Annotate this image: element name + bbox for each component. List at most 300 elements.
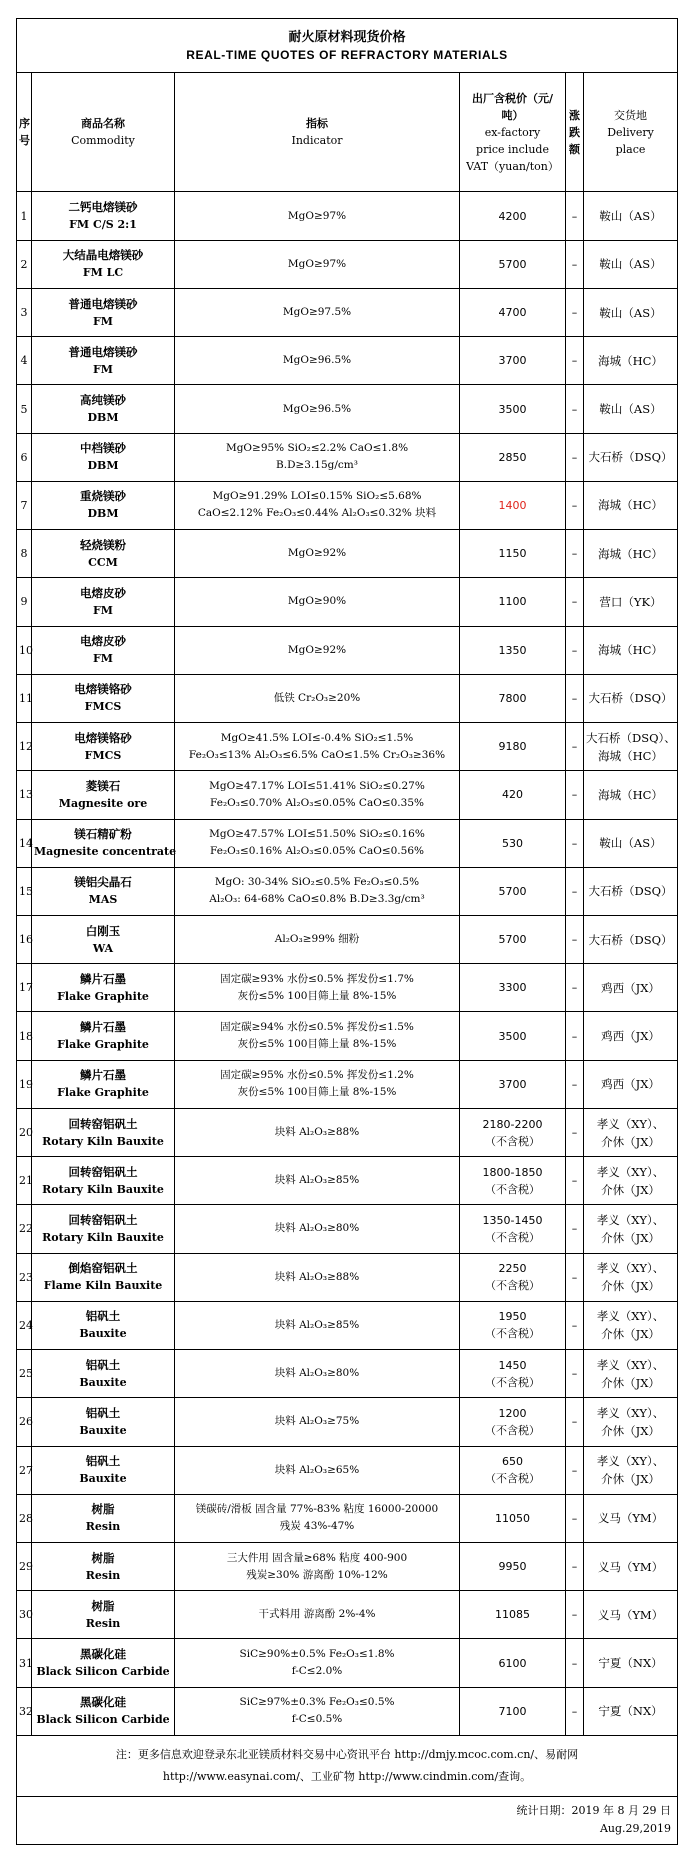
commodity-name-en: Flake Graphite	[57, 1086, 149, 1100]
row-number: 1	[17, 192, 32, 240]
row-number: 26	[17, 1398, 32, 1446]
delivery-place-line: 宁夏（NX）	[598, 1704, 663, 1719]
indicator-line: 块料 Al₂O₃≥65%	[274, 1463, 360, 1476]
delivery-place-line: 鸡西（JX）	[601, 1029, 660, 1044]
price-cell	[460, 1205, 566, 1253]
commodity-name-en: FMCS	[84, 748, 122, 762]
row-number: 27	[17, 1446, 32, 1494]
delivery-place-line: 海城（HC）	[598, 748, 663, 763]
change-cell: –	[566, 1157, 584, 1205]
price-line: 5700	[498, 884, 527, 898]
indicator-cell	[175, 771, 460, 819]
delivery-place-cell	[584, 1350, 678, 1398]
change-cell: –	[566, 481, 584, 529]
indicator-cell	[175, 915, 460, 963]
table-row	[17, 288, 678, 336]
row-number: 23	[17, 1253, 32, 1301]
price-cell	[460, 771, 566, 819]
row-number: 16	[17, 915, 32, 963]
delivery-place-cell	[584, 819, 678, 867]
table-row	[17, 385, 678, 433]
indicator-line: 三大件用 固含量≥68% 粘度 400-900	[226, 1551, 408, 1564]
change-cell: –	[566, 1253, 584, 1301]
delivery-place-line: 鞍山（AS）	[599, 836, 662, 851]
delivery-place-line: 宁夏（NX）	[598, 1656, 663, 1671]
price-cell	[460, 288, 566, 336]
commodity-name-en: Rotary Kiln Bauxite	[42, 1182, 164, 1196]
commodity-cell	[32, 1012, 175, 1060]
commodity-name-en: Black Silicon Carbide	[36, 1665, 170, 1679]
price-cell	[460, 481, 566, 529]
commodity-name-cn: 轻烧镁粉	[80, 537, 126, 552]
indicator-line: MgO≥95% SiO₂≤2.2% CaO≤1.8%	[225, 442, 409, 455]
price-cell	[460, 867, 566, 915]
row-number: 5	[17, 385, 32, 433]
table-row	[17, 1253, 678, 1301]
change-cell: –	[566, 1446, 584, 1494]
commodity-cell	[32, 578, 175, 626]
commodity-name-en: Resin	[85, 1568, 121, 1582]
stat-date-line: Aug.29,2019	[599, 1822, 672, 1836]
indicator-line: Al₂O₃: 64-68% CaO≤0.8% B.D≥3.3g/cm³	[209, 893, 425, 906]
indicator-cell	[175, 626, 460, 674]
commodity-cell	[32, 1301, 175, 1349]
indicator-line: 块料 Al₂O₃≥85%	[274, 1318, 360, 1331]
indicator-line: MgO≥92%	[287, 547, 347, 560]
change-cell: –	[566, 867, 584, 915]
price-cell	[460, 337, 566, 385]
indicator-line: 低铁 Cr₂O₃≥20%	[273, 691, 361, 704]
indicator-cell	[175, 578, 460, 626]
table-row	[17, 1301, 678, 1349]
commodity-cell	[32, 1591, 175, 1639]
table-row	[17, 481, 678, 529]
indicator-cell	[175, 1301, 460, 1349]
delivery-place-line: 大石桥（DSQ）	[588, 450, 673, 465]
indicator-cell	[175, 433, 460, 481]
delivery-place-line: 介休（JX）	[601, 1472, 660, 1487]
delivery-place-line: 鸡西（JX）	[601, 980, 660, 995]
delivery-place-cell	[584, 481, 678, 529]
price-line: 1950	[498, 1310, 527, 1324]
commodity-name-cn: 铝矾土	[85, 1309, 121, 1324]
price-cell	[460, 578, 566, 626]
change-cell: –	[566, 771, 584, 819]
price-cell	[460, 1398, 566, 1446]
price-cell	[460, 433, 566, 481]
indicator-cell	[175, 1012, 460, 1060]
price-line: 1400	[498, 498, 527, 512]
price-cell	[460, 1543, 566, 1591]
indicator-cell	[175, 1494, 460, 1542]
indicator-line: 固定碳≥93% 水份≤0.5% 挥发份≤1.7%	[220, 972, 414, 985]
delivery-place-cell	[584, 964, 678, 1012]
commodity-name-cn: 电熔镁铬砂	[74, 730, 132, 745]
indicator-line: 残炭 43%-47%	[279, 1520, 355, 1533]
table-row	[17, 1494, 678, 1542]
commodity-cell	[32, 867, 175, 915]
change-cell: –	[566, 1350, 584, 1398]
commodity-cell	[32, 481, 175, 529]
commodity-name-en: Bauxite	[79, 1375, 127, 1389]
commodity-cell	[32, 1639, 175, 1687]
indicator-line: Al₂O₃≥99% 细粉	[274, 933, 360, 946]
commodity-name-cn: 鳞片石墨	[80, 1068, 126, 1083]
row-number: 14	[17, 819, 32, 867]
table-row	[17, 192, 678, 240]
delivery-place-cell	[584, 1012, 678, 1060]
row-number: 8	[17, 530, 32, 578]
price-line: 5700	[498, 933, 527, 947]
indicator-line: Fe₂O₃≤0.16% Al₂O₃≤0.05% CaO≤0.56%	[210, 845, 424, 858]
date-row	[17, 1796, 678, 1845]
delivery-place-cell	[584, 288, 678, 336]
change-cell: –	[566, 1012, 584, 1060]
commodity-cell	[32, 1543, 175, 1591]
commodity-name-en: WA	[92, 941, 114, 955]
row-number: 9	[17, 578, 32, 626]
row-number: 4	[17, 337, 32, 385]
price-cell	[460, 1108, 566, 1156]
delivery-place-line: 海城（HC）	[598, 787, 663, 802]
commodity-name-cn: 重烧镁砂	[80, 489, 126, 504]
indicator-line: f-C≤0.5%	[291, 1713, 343, 1726]
price-line: 4200	[498, 209, 527, 223]
delivery-place-line: 营口（YK）	[599, 594, 662, 609]
row-number: 10	[17, 626, 32, 674]
indicator-cell	[175, 1543, 460, 1591]
commodity-name-cn: 电熔皮砂	[80, 634, 126, 649]
commodity-cell	[32, 771, 175, 819]
price-line: （不含税）	[485, 1134, 540, 1148]
commodity-name-cn: 鳞片石墨	[80, 971, 126, 986]
delivery-place-cell	[584, 915, 678, 963]
price-line: 2180-2200	[482, 1117, 543, 1131]
price-cell	[460, 1591, 566, 1639]
delivery-place-cell	[584, 1157, 678, 1205]
delivery-place-cell	[584, 433, 678, 481]
table-row	[17, 337, 678, 385]
table-row	[17, 1205, 678, 1253]
change-cell: –	[566, 1108, 584, 1156]
change-cell: –	[566, 915, 584, 963]
indicator-cell	[175, 288, 460, 336]
commodity-name-cn: 树脂	[91, 1550, 115, 1565]
indicator-line: Fe₂O₃≤0.70% Al₂O₃≤0.05% CaO≤0.35%	[210, 796, 424, 809]
change-cell: –	[566, 1543, 584, 1591]
indicator-line: 干式料用 游离酚 2%-4%	[258, 1608, 376, 1621]
price-line: 2250	[498, 1262, 527, 1276]
price-line: （不含税）	[485, 1327, 540, 1341]
delivery-place-cell	[584, 771, 678, 819]
commodity-cell	[32, 1060, 175, 1108]
indicator-line: MgO≥96.5%	[282, 402, 352, 415]
indicator-line: 块料 Al₂O₃≥85%	[274, 1174, 360, 1187]
commodity-cell	[32, 530, 175, 578]
price-line: 2850	[498, 450, 527, 464]
price-cell	[460, 915, 566, 963]
commodity-name-en: FM LC	[82, 266, 124, 280]
price-line: 530	[502, 836, 523, 850]
commodity-cell	[32, 626, 175, 674]
change-cell: –	[566, 530, 584, 578]
table-row	[17, 771, 678, 819]
commodity-cell	[32, 1494, 175, 1542]
table-row	[17, 626, 678, 674]
header-row	[17, 73, 678, 192]
delivery-place-line: 义马（YM）	[597, 1607, 664, 1622]
table-row	[17, 1398, 678, 1446]
price-cell	[460, 1687, 566, 1735]
change-cell: –	[566, 1591, 584, 1639]
commodity-name-cn: 铝矾土	[85, 1454, 121, 1469]
table-row	[17, 433, 678, 481]
indicator-cell	[175, 1639, 460, 1687]
commodity-cell	[32, 1398, 175, 1446]
delivery-place-cell	[584, 385, 678, 433]
indicator-line: 残炭≥30% 游离酚 10%-12%	[246, 1568, 388, 1581]
delivery-place-line: 大石桥（DSQ）	[588, 884, 673, 899]
price-cell	[460, 1012, 566, 1060]
delivery-place-cell	[584, 1543, 678, 1591]
table-title	[17, 19, 678, 73]
indicator-cell	[175, 192, 460, 240]
delivery-place-line: 海城（HC）	[598, 353, 663, 368]
indicator-cell	[175, 1398, 460, 1446]
delivery-place-line: 鞍山（AS）	[599, 209, 662, 224]
commodity-cell	[32, 385, 175, 433]
delivery-place-line: 孝义（XY）、	[596, 1164, 665, 1179]
delivery-place-line: 大石桥（DSQ）	[588, 932, 673, 947]
commodity-cell	[32, 1350, 175, 1398]
price-line: 7100	[498, 1704, 527, 1718]
indicator-line: MgO≥47.57% LOI≤51.50% SiO₂≤0.16%	[209, 828, 425, 841]
price-line: 1100	[498, 595, 527, 609]
delivery-place-cell	[584, 1060, 678, 1108]
row-number: 6	[17, 433, 32, 481]
header-no: 序 号	[17, 73, 32, 192]
delivery-place-line: 义马（YM）	[597, 1511, 664, 1526]
row-number: 12	[17, 723, 32, 771]
price-cell	[460, 819, 566, 867]
delivery-place-line: 海城（HC）	[598, 498, 663, 513]
price-cell	[460, 1446, 566, 1494]
delivery-place-line: 介休（JX）	[601, 1134, 660, 1149]
indicator-cell	[175, 1591, 460, 1639]
change-cell: –	[566, 288, 584, 336]
row-number: 3	[17, 288, 32, 336]
price-line: （不含税）	[485, 1279, 540, 1293]
delivery-place-line: 海城（HC）	[598, 643, 663, 658]
commodity-name-cn: 高纯镁砂	[80, 393, 126, 407]
commodity-name-en: FMCS	[84, 700, 122, 714]
indicator-cell	[175, 1157, 460, 1205]
commodity-cell	[32, 674, 175, 722]
price-line: 3500	[498, 1029, 527, 1043]
price-cell	[460, 385, 566, 433]
indicator-cell	[175, 240, 460, 288]
row-number: 11	[17, 674, 32, 722]
delivery-place-cell	[584, 530, 678, 578]
indicator-line: MgO≥97.5%	[282, 306, 352, 319]
row-number: 20	[17, 1108, 32, 1156]
commodity-cell	[32, 1253, 175, 1301]
price-line: 1350	[498, 643, 527, 657]
commodity-name-en: Flake Graphite	[57, 1038, 149, 1052]
commodity-name-en: Rotary Kiln Bauxite	[42, 1230, 164, 1244]
delivery-place-cell	[584, 1398, 678, 1446]
commodity-name-cn: 树脂	[91, 1598, 115, 1613]
commodity-name-en: DBM	[87, 459, 119, 473]
delivery-place-line: 鸡西（JX）	[601, 1077, 660, 1092]
delivery-place-line: 义马（YM）	[597, 1559, 664, 1574]
price-line: 1350-1450	[482, 1213, 543, 1227]
commodity-name-cn: 白刚玉	[85, 923, 121, 938]
price-line: （不含税）	[485, 1230, 540, 1244]
price-cell	[460, 723, 566, 771]
indicator-line: 块料 Al₂O₃≥88%	[274, 1270, 360, 1283]
delivery-place-line: 介休（JX）	[601, 1230, 660, 1245]
change-cell: –	[566, 192, 584, 240]
change-cell: –	[566, 819, 584, 867]
delivery-place-cell	[584, 1253, 678, 1301]
change-cell: –	[566, 385, 584, 433]
table-row	[17, 578, 678, 626]
delivery-place-line: 介休（JX）	[601, 1182, 660, 1197]
table-row	[17, 674, 678, 722]
header-price: 出厂含税价（元/ 吨） ex-factory price include VAT（yuan/ton）	[460, 73, 566, 192]
price-line: （不含税）	[485, 1423, 540, 1437]
commodity-cell	[32, 288, 175, 336]
table-row	[17, 867, 678, 915]
footnote-line: http://www.easynai.com/、工业矿物 http://www.cindmin.com/查询。	[162, 1769, 532, 1783]
commodity-name-en: FM	[93, 314, 113, 328]
price-table	[16, 18, 678, 1845]
delivery-place-line: 孝义（XY）、	[596, 1357, 665, 1372]
change-cell: –	[566, 1301, 584, 1349]
delivery-place-line: 孝义（XY）、	[596, 1116, 665, 1131]
delivery-place-cell	[584, 867, 678, 915]
commodity-cell	[32, 192, 175, 240]
price-line: 4700	[498, 306, 527, 320]
row-number: 2	[17, 240, 32, 288]
commodity-name-en: FM	[93, 603, 113, 617]
commodity-name-cn: 铝矾土	[85, 1405, 121, 1420]
price-line: 1800-1850	[482, 1165, 543, 1179]
price-line: 9950	[498, 1560, 527, 1574]
commodity-name-cn: 菱镁石	[85, 778, 121, 793]
table-row	[17, 240, 678, 288]
delivery-place-cell	[584, 723, 678, 771]
price-line: 11085	[495, 1608, 530, 1622]
price-cell	[460, 530, 566, 578]
commodity-name-en: MAS	[88, 893, 118, 907]
table-row	[17, 530, 678, 578]
price-line: 6100	[498, 1656, 527, 1670]
row-number: 13	[17, 771, 32, 819]
commodity-cell	[32, 964, 175, 1012]
commodity-name-cn: 黑碳化硅	[80, 1647, 126, 1662]
price-cell	[460, 240, 566, 288]
row-number: 25	[17, 1350, 32, 1398]
row-number: 31	[17, 1639, 32, 1687]
price-line: 3500	[498, 402, 527, 416]
commodity-name-en: Resin	[85, 1616, 121, 1630]
header-change: 涨 跌 额	[566, 73, 584, 192]
delivery-place-cell	[584, 626, 678, 674]
delivery-place-line: 孝义（XY）、	[596, 1309, 665, 1324]
footnote	[17, 1735, 678, 1796]
delivery-place-line: 介休（JX）	[601, 1279, 660, 1294]
price-line: 11050	[495, 1511, 530, 1525]
commodity-cell	[32, 819, 175, 867]
commodity-name-en: Bauxite	[79, 1472, 127, 1486]
commodity-name-cn: 大结晶电熔镁砂	[62, 248, 144, 263]
header-commodity: 商品名称 Commodity	[32, 73, 175, 192]
commodity-name-en: FM	[93, 652, 113, 666]
note-row	[17, 1735, 678, 1796]
indicator-line: SiC≥90%±0.5% Fe₂O₃≤1.8%	[239, 1648, 395, 1661]
row-number: 21	[17, 1157, 32, 1205]
title-cn: 耐火原材料现货价格	[288, 29, 406, 45]
delivery-place-line: 鞍山（AS）	[599, 305, 662, 320]
commodity-name-en: Flame Kiln Bauxite	[43, 1279, 163, 1293]
commodity-cell	[32, 1687, 175, 1735]
price-cell	[460, 626, 566, 674]
commodity-name-en: Flake Graphite	[57, 989, 149, 1003]
price-cell	[460, 192, 566, 240]
indicator-line: f-C≤2.0%	[291, 1665, 343, 1678]
indicator-cell	[175, 1253, 460, 1301]
delivery-place-cell	[584, 1108, 678, 1156]
indicator-line: MgO≥47.17% LOI≤51.41% SiO₂≤0.27%	[209, 779, 425, 792]
indicator-line: 块料 Al₂O₃≥80%	[274, 1222, 360, 1235]
price-cell	[460, 1060, 566, 1108]
commodity-cell	[32, 1157, 175, 1205]
change-cell: –	[566, 1494, 584, 1542]
table-row	[17, 723, 678, 771]
delivery-place-cell	[584, 240, 678, 288]
stat-date-line: 统计日期：2019 年 8 月 29 日	[516, 1804, 672, 1818]
change-cell: –	[566, 1398, 584, 1446]
commodity-name-cn: 电熔镁铬砂	[74, 682, 132, 697]
delivery-place-line: 海城（HC）	[598, 546, 663, 561]
commodity-name-en: Resin	[85, 1520, 121, 1534]
indicator-line: 块料 Al₂O₃≥88%	[274, 1126, 360, 1139]
price-cell	[460, 1494, 566, 1542]
table-row	[17, 1591, 678, 1639]
price-cell	[460, 964, 566, 1012]
indicator-line: SiC≥97%±0.3% Fe₂O₃≤0.5%	[239, 1696, 395, 1709]
delivery-place-line: 鞍山（AS）	[599, 402, 662, 416]
indicator-line: 固定碳≥95% 水份≤0.5% 挥发份≤1.2%	[220, 1069, 414, 1082]
delivery-place-cell	[584, 1446, 678, 1494]
commodity-name-cn: 电熔皮砂	[80, 585, 126, 600]
price-line: 1200	[498, 1406, 527, 1420]
header-indicator: 指标 Indicator	[175, 73, 460, 192]
indicator-cell	[175, 1205, 460, 1253]
commodity-name-en: CCM	[88, 555, 118, 569]
price-line: 7800	[498, 691, 527, 705]
commodity-name-en: DBM	[87, 411, 119, 424]
commodity-cell	[32, 337, 175, 385]
delivery-place-cell	[584, 1205, 678, 1253]
title-en: REAL-TIME QUOTES OF REFRACTORY MATERIALS	[186, 47, 508, 62]
price-line: 1150	[498, 547, 527, 561]
indicator-line: MgO: 30-34% SiO₂≤0.5% Fe₂O₃≤0.5%	[214, 876, 420, 889]
row-number: 28	[17, 1494, 32, 1542]
price-line: 9180	[498, 740, 527, 754]
